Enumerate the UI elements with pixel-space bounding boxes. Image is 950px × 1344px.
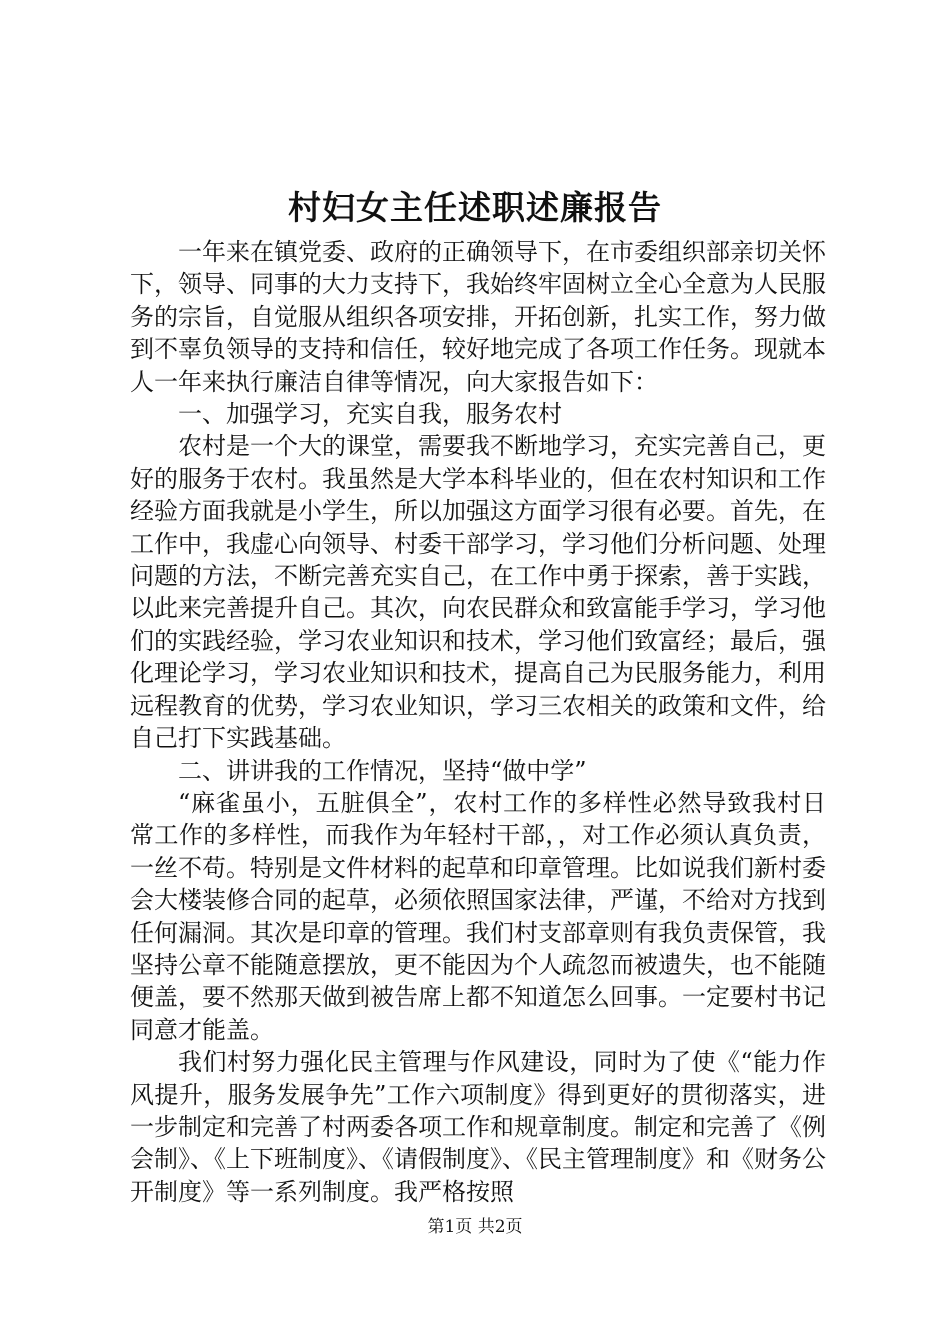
section-heading-2: 二、讲讲我的工作情况，坚持“做中学” — [178, 756, 587, 785]
document-body — [130, 236, 826, 1208]
page-footer: 第1页 共2页 — [427, 1217, 523, 1237]
paragraph-work: “麻雀虽小，五脏俱全”，农村工作的多样性必然导致我村日常工作的多样性，而我作为年轻村干部，，对工作必须认真负责，一丝不苟。特别是文件材料的起草和印章管理。比如说我们新村委会大楼装修合同的起草，必须依照国家法律，严谨，不给对方找到任何漏洞。其次是印章的管理。我们村支部章则有我负责保管，我坚持公章不能随意摆放，更不能因为个人疏忽而被遗失，也不能随便盖，要不然那天做到被告席上都不知道怎么回事。一定要村书记同意才能盖。 — [130, 788, 826, 1044]
section-heading-1: 一、加强学习，充实自我，服务农村 — [178, 400, 562, 429]
paragraph-management: 我们村努力强化民主管理与作风建设，同时为了使《“能力作风提升，服务发展争先”工作六项制度》得到更好的贯彻落实，进一步制定和完善了村两委各项工作和规章制度。制定和完善了《例会制》、《上下班制度》、《请假制度》、《民主管理制度》和《财务公开制度》等一系列制度。我严格按照 — [130, 1048, 826, 1206]
paragraph-learning: 农村是一个大的课堂，需要我不断地学习，充实完善自己，更好的服务于农村。我虽然是大学本科毕业的，但在农村知识和工作经验方面我就是小学生，所以加强这方面学习很有必要。首先，在工作中，我虚心向领导、村委干部学习，学习他们分析问题、处理问题的方法，不断完善充实自己，在工作中勇于探索，善于实践，以此来完善提升自己。其次，向农民群众和致富能手学习，学习他们的实践经验，学习农业知识和技术，学习他们致富经；最后，强化理论学习，学习农业知识和技术，提高自己为民服务能力，利用远程教育的优势，学习农业知识，学习三农相关的政策和文件，给自己打下实践基础。 — [130, 432, 826, 753]
page-title: 村妇女主任述职述廉报告 — [288, 188, 662, 227]
paragraph-intro: 一年来在镇党委、政府的正确领导下，在市委组织部亲切关怀下，领导、同事的大力支持下，我始终牢固树立全心全意为人民服务的宗旨，自觉服从组织各项安排，开拓创新，扎实工作，努力做到不辜负领导的支持和信任，较好地完成了各项工作任务。现就本人一年来执行廉洁自律等情况，向大家报告如下： — [130, 238, 826, 396]
